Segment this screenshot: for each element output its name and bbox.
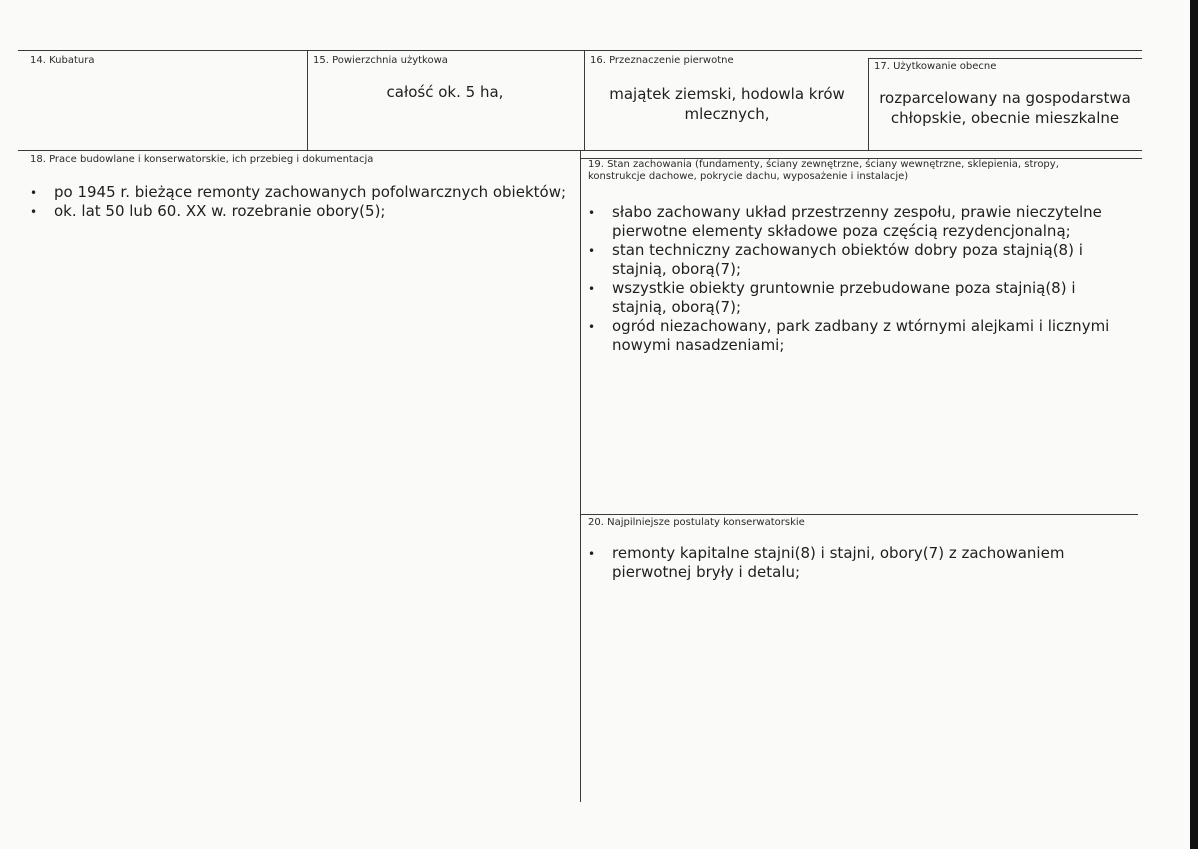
field-17-label: 17. Użytkowanie obecne (874, 61, 997, 72)
list-item: • po 1945 r. bieżące remonty zachowanych pofolwarcznych obiektów; (30, 183, 567, 201)
rule-f17-top (868, 58, 1142, 59)
vrule-main (580, 150, 581, 802)
vrule-16 (584, 50, 585, 150)
field-20-list (584, 544, 1132, 582)
field-17-value: rozparcelowany na gospodarstwa chłopskie, obecnie mieszkalne (879, 89, 1131, 127)
list-item: • ogród niezachowany, park zadbany z wtórnymi alejkami i licznymi nowymi nasadzeniami; (588, 317, 1110, 354)
bullet-icon: • (588, 206, 596, 220)
field-16-value: majątek ziemski, hodowla krów mlecznych, (609, 85, 845, 123)
bullet-icon: • (588, 320, 596, 334)
list-item: • wszystkie obiekty gruntownie przebudowane poza stajnią(8) i stajnią, oborą(7); (588, 279, 1076, 316)
list-item: • stan techniczny zachowanych obiektów dobry poza stajnią(8) i stajnią, oborą(7); (588, 241, 1083, 278)
list-item: • słabo zachowany układ przestrzenny zespołu, prawie nieczytelne pierwotne elementy składowe poza częścią rezydencjonalną; (588, 203, 1102, 240)
scan-edge (1190, 0, 1198, 849)
list-item: • remonty kapitalne stajni(8) i stajni, obory(7) z zachowaniem pierwotnej bryły i detalu; (588, 544, 1065, 581)
field-15-value: całość ok. 5 ha, (386, 83, 504, 101)
bullet-icon: • (588, 244, 596, 258)
bullet-icon: • (588, 282, 596, 296)
rule-f20-top (580, 514, 1138, 515)
bullet-icon: • (30, 205, 38, 219)
field-18-list (26, 183, 571, 221)
bullet-icon: • (30, 186, 38, 200)
field-16-label: 16. Przeznaczenie pierwotne (590, 55, 734, 66)
vrule-15 (307, 50, 308, 150)
vrule-17 (868, 58, 869, 150)
list-item: • ok. lat 50 lub 60. XX w. rozebranie obory(5); (30, 202, 386, 220)
field-15-label: 15. Powierzchnia użytkowa (313, 55, 448, 66)
field-14-label: 14. Kubatura (30, 55, 95, 66)
field-19-list (584, 203, 1132, 355)
rule-top (18, 50, 1142, 51)
field-18-label: 18. Prace budowlane i konserwatorskie, ich przebieg i dokumentacja (30, 154, 374, 165)
field-20-label: 20. Najpilniejsze postulaty konserwatorskie (588, 517, 805, 528)
field-19-label: 19. Stan zachowania (fundamenty, ściany zewnętrzne, ściany wewnętrzne, sklepienia, stropy, konstrukcje dachowe, pokrycie dachu, wyposażenie i instalacje) (588, 159, 1059, 182)
bullet-icon: • (588, 547, 596, 561)
